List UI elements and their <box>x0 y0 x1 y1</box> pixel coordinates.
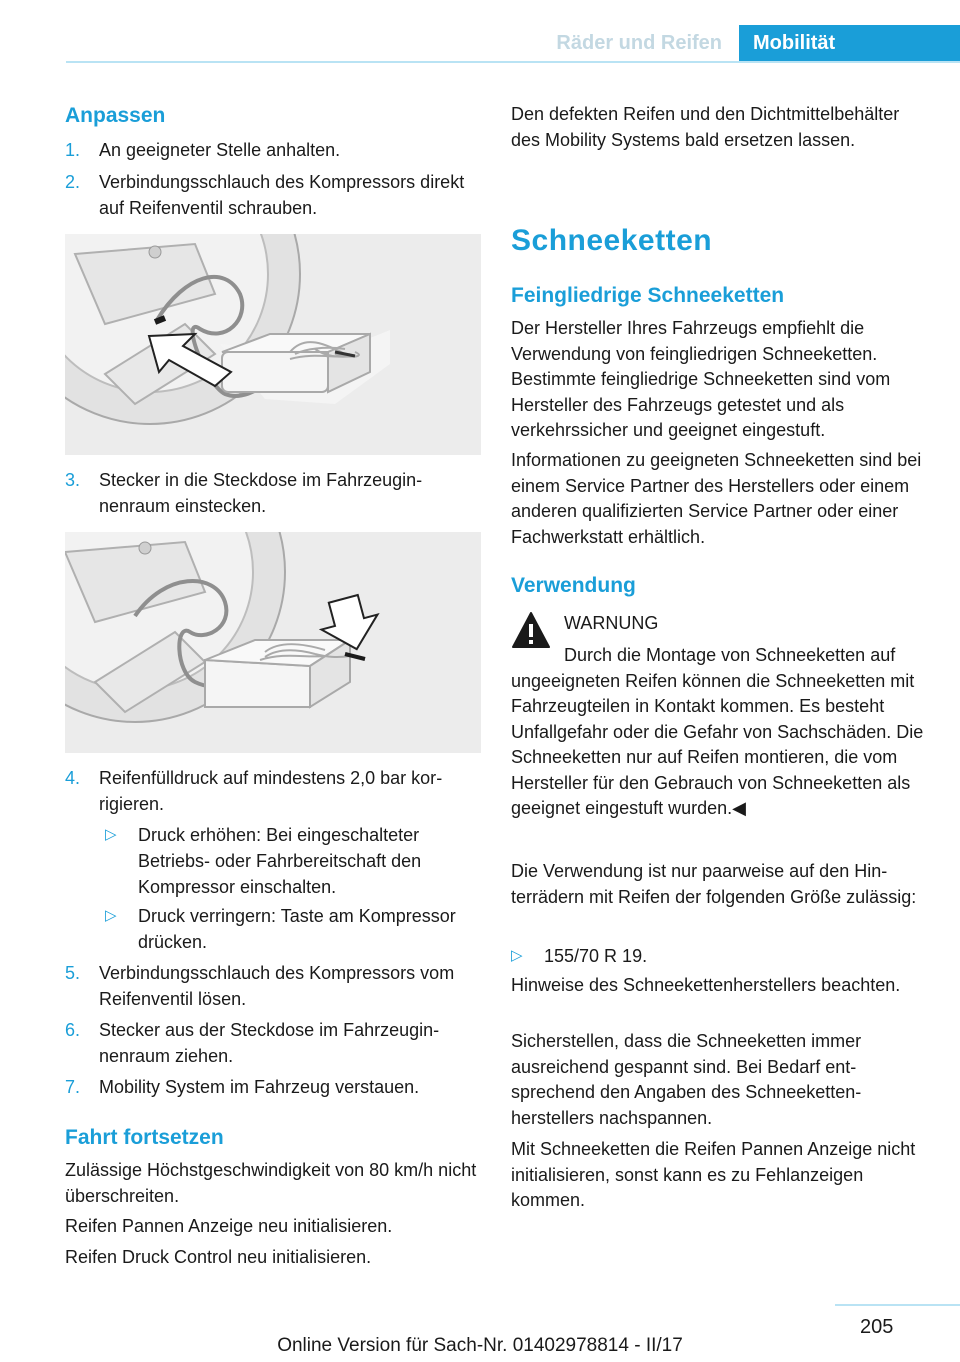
step-text: Verbindungsschlauch des Kompressors direkt auf Reifenventil schrauben. <box>99 172 465 218</box>
heading-feingliedrige-schneeketten: Feingliedrige Schneeketten <box>511 284 785 307</box>
section-tab-raeder-und-reifen: Räder und Reifen <box>510 25 736 61</box>
page-number: 205 <box>860 1316 894 1338</box>
online-version-note: Online Version für Sach-Nr. 01402978814 - II/17 <box>277 1335 683 1356</box>
step-text: Mobility System im Fahrzeug verstauen. <box>99 1077 420 1097</box>
paragraph-informationen: Informationen zu geeigneten Schneeketten sind bei einem Service Partner des Herstellers oder einem anderen qualifizierten Service Partner oder einer Fachwerkstatt erhältlich. <box>511 450 922 547</box>
footer-rule <box>835 1304 960 1306</box>
heading-verwendung: Verwendung <box>511 574 636 597</box>
heading-anpassen: Anpassen <box>65 104 166 127</box>
bullet-text: Druck verringern: Taste am Kompressor drücken. <box>138 906 456 952</box>
warning-title: WARNUNG <box>564 613 659 633</box>
paragraph-hinweise: Hinweise des Schneekettenherstellers beachten. <box>511 975 901 995</box>
triangle-bullet-icon: ▷ <box>105 907 117 924</box>
step-number: 6. <box>65 1020 81 1040</box>
paragraph-sicherstellen: Sicherstellen, dass die Schneeketten immer ausreichend gespannt sind. Bei Bedarf entsprechend den Angaben des Schneekettenherstellers nachspannen. <box>511 1031 862 1128</box>
illustration-hose-on-valve <box>65 234 481 455</box>
bullet-text: Druck erhöhen: Bei eingeschalteter Betriebs- oder Fahrbereitschaft den Kompressor einschalten. <box>138 825 422 897</box>
triangle-bullet-icon: ▷ <box>511 947 523 964</box>
paragraph-druck-control: Reifen Druck Control neu initialisieren. <box>65 1247 372 1267</box>
step-number: 5. <box>65 963 81 983</box>
paragraph-pannen-anzeige: Reifen Pannen Anzeige neu initialisieren. <box>65 1216 393 1236</box>
step-text: An geeigneter Stelle anhalten. <box>99 140 341 160</box>
step-text: Stecker in die Steckdose im Fahrzeuginnenraum einstecken. <box>99 470 423 516</box>
illustration-plug-into-socket <box>65 532 481 753</box>
step-number: 4. <box>65 768 81 788</box>
paragraph-intro: Den defekten Reifen und den Dichtmittelbehälter des Mobility Systems bald ersetzen lassen. <box>511 104 900 150</box>
bullet-text: 155/70 R 19. <box>544 946 648 966</box>
step-number: 2. <box>65 172 81 192</box>
step-number: 7. <box>65 1077 81 1097</box>
paragraph-pannen-anzeige-hinweis: Mit Schneeketten die Reifen Pannen Anzeige nicht initialisieren, sonst kann es zu Fehlanzeigen kommen. <box>511 1139 916 1210</box>
step-number: 3. <box>65 470 81 490</box>
chapter-tab-mobilitaet: Mobilität <box>739 25 960 61</box>
header-rule <box>66 61 960 63</box>
step-text: Verbindungsschlauch des Kompressors vom Reifenventil lösen. <box>99 963 455 1009</box>
heading-fahrt-fortsetzen: Fahrt fortsetzen <box>65 1126 224 1149</box>
warning-text: Durch die Montage von Schneeketten auf ungeeigneten Reifen können die Schneeketten mit Fahrzeugteilen in Kontakt kommen. Es besteht Unfallgefahr oder die Gefahr von Sachschäden. Die Schneeketten nur auf Reifen montieren, die vom Hersteller für den Gebrauch von Schneeketten als geeignet eingestuft wurden.◀ <box>511 645 924 818</box>
paragraph-empfehlung: Der Hersteller Ihres Fahrzeugs empfiehlt die Verwendung von feingliedrigen Schneeketten. Bestimmte feingliedrige Schneeketten sind vom Hersteller des Fahrzeugs getestet und als verkehrssicher und geeignet eingestuft. <box>511 318 891 440</box>
paragraph-hoechstgeschwindigkeit: Zulässige Höchstgeschwindigkeit von 80 km/h nicht überschreiten. <box>65 1160 477 1206</box>
heading-schneeketten: Schneeketten <box>511 224 713 257</box>
step-number: 1. <box>65 140 81 160</box>
step-text: Stecker aus der Steckdose im Fahrzeuginnenraum ziehen. <box>99 1020 440 1066</box>
paragraph-paarweise: Die Verwendung ist nur paarweise auf den Hinterrädern mit Reifen der folgenden Größe zulässig: <box>511 861 917 907</box>
step-text: Reifenfülldruck auf mindestens 2,0 bar korrigieren. <box>99 768 443 814</box>
triangle-bullet-icon: ▷ <box>105 826 117 843</box>
